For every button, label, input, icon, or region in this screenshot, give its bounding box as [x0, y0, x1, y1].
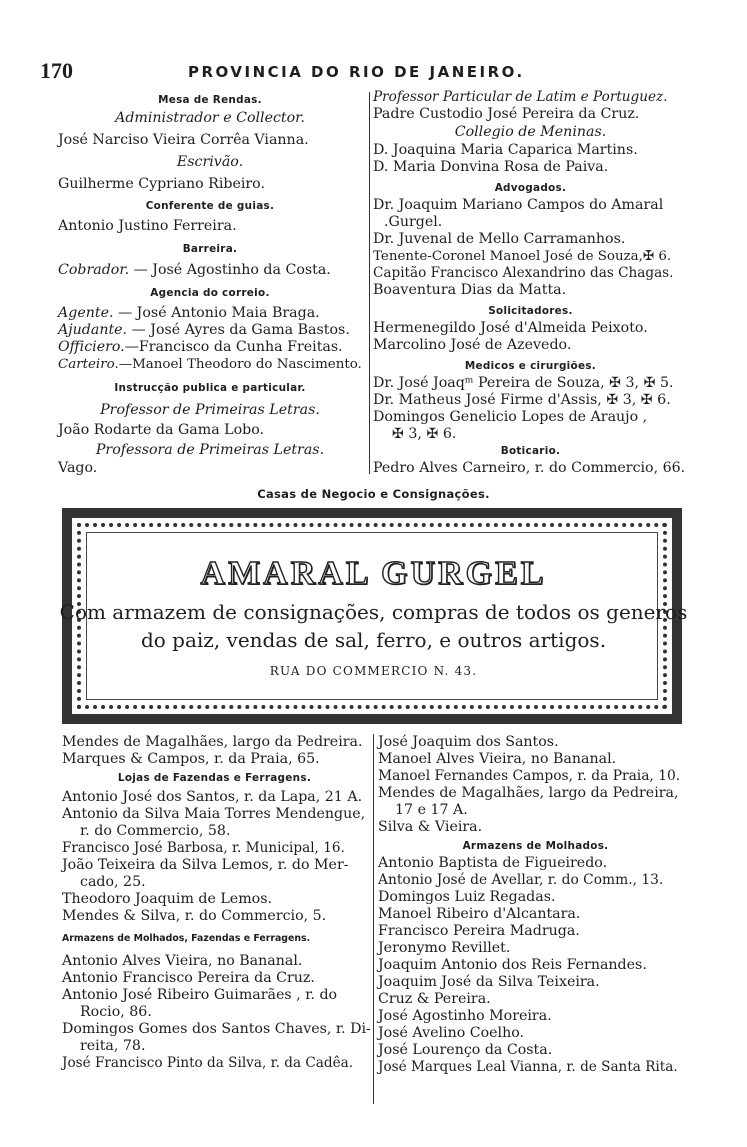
entry: Agente. — José Antonio Maia Braga. [58, 305, 320, 321]
role-heading: Professora de Primeiras Letras. [95, 442, 325, 458]
entry: r. do Commercio, 58. [80, 823, 231, 839]
entry: Capitão Francisco Alexandrino das Chagas. [373, 265, 674, 281]
entry: Vago. [58, 460, 98, 476]
entry: Manoel Ribeiro d'Alcantara. [378, 906, 581, 922]
entry: Dr. Matheus José Firme d'Assis, ✠ 3, ✠ 6. [373, 392, 671, 408]
column-divider [369, 92, 370, 474]
entry: José Avelino Coelho. [378, 1025, 525, 1041]
entry: Ajudante. — José Ayres da Gama Bastos. [58, 322, 350, 338]
section-heading: Mesa de Rendas. [158, 94, 262, 106]
role-heading: Escrivão. [176, 154, 244, 170]
section-heading: Solicitadores. [488, 305, 573, 317]
section-heading: Medicos e cirurgiões. [464, 360, 597, 372]
entry: Padre Custodio José Pereira da Cruz. [373, 106, 640, 122]
entry: Antonio da Silva Maia Torres Mendengue, [62, 806, 366, 822]
role-heading: Professor de Primeiras Letras. [100, 402, 320, 418]
entry: Antonio Alves Vieira, no Bananal. [62, 953, 303, 969]
entry: cado, 25. [80, 874, 146, 890]
entry: José Narciso Vieira Corrêa Vianna. [58, 132, 309, 148]
entry: Pedro Alves Carneiro, r. do Commercio, 66. [373, 460, 686, 476]
entry: Manoel Alves Vieira, no Bananal. [378, 751, 617, 767]
page-title: PROVINCIA DO RIO DE JANEIRO. [188, 63, 525, 81]
section-heading: Armazens de Molhados, Fazendas e Ferragens. [62, 933, 311, 944]
entry: Boaventura Dias da Matta. [373, 282, 567, 298]
entry: Manoel Fernandes Campos, r. da Praia, 10. [378, 768, 681, 784]
section-heading: Boticario. [500, 445, 561, 457]
entry: João Rodarte da Gama Lobo. [58, 422, 265, 438]
entry: Domingos Gomes dos Santos Chaves, r. Di- [62, 1021, 371, 1037]
advert-address: RUA DO COMMERCIO N. 43. [269, 664, 478, 678]
section-heading: Instrucção publica e particular. [114, 382, 306, 394]
entry: Antonio Justino Ferreira. [58, 218, 237, 234]
advert-name: AMARAL GURGEL [200, 555, 547, 592]
casas-heading: Casas de Negocio e Consignações. [257, 487, 490, 501]
role-heading: Collegio de Meninas. [454, 124, 607, 140]
entry: Guilherme Cypriano Ribeiro. [58, 176, 265, 192]
entry: Mendes & Silva, r. do Commercio, 5. [62, 908, 327, 924]
entry: Cruz & Pereira. [378, 991, 491, 1007]
column-divider [373, 734, 374, 1104]
page-number: 170 [40, 58, 73, 83]
entry: .Gurgel. [384, 214, 443, 230]
role-heading: Professor Particular de Latim e Portuguez. [373, 89, 668, 105]
entry: Cobrador. — José Agostinho da Costa. [58, 262, 331, 278]
entry: Silva & Vieira. [378, 819, 483, 835]
entry: José Francisco Pinto da Silva, r. da Cadêa. [62, 1055, 354, 1071]
entry: Dr. Joaquim Mariano Campos do Amaral [373, 197, 664, 213]
entry: Antonio José de Avellar, r. do Comm., 13. [378, 872, 664, 888]
entry: Mendes de Magalhães, largo da Pedreira, [378, 785, 679, 801]
entry: ✠ 3, ✠ 6. [392, 426, 457, 442]
entry: Francisco José Barbosa, r. Municipal, 16. [62, 840, 345, 856]
entry: Antonio José Ribeiro Guimarães , r. do [62, 987, 338, 1003]
entry: Theodoro Joaquim de Lemos. [62, 891, 272, 907]
entry: Francisco Pereira Madruga. [378, 923, 580, 939]
advert-line: do paiz, vendas de sal, ferro, e outros artigos. [140, 628, 607, 652]
entry: Officiero.—Francisco da Cunha Freitas. [58, 339, 343, 355]
entry: Tenente-Coronel Manoel José de Souza,✠ 6. [373, 249, 672, 264]
entry: Mendes de Magalhães, largo da Pedreira. [62, 734, 363, 750]
section-heading: Agencia do correio. [150, 287, 270, 299]
entry: D. Maria Donvina Rosa de Paiva. [373, 159, 609, 175]
entry: 17 e 17 A. [395, 802, 468, 818]
entry: José Agostinho Moreira. [378, 1008, 552, 1024]
section-heading: Armazens de Molhados. [462, 840, 609, 852]
entry: José Joaquim dos Santos. [378, 734, 559, 750]
entry: Rocio, 86. [80, 1004, 152, 1020]
entry: José Lourenço da Costa. [378, 1042, 553, 1058]
entry: Antonio Francisco Pereira da Cruz. [62, 970, 315, 986]
entry: Dr. Juvenal de Mello Carramanhos. [373, 231, 626, 247]
entry: Jeronymo Revillet. [378, 940, 511, 956]
section-heading: Conferente de guias. [145, 200, 275, 212]
entry: Antonio José dos Santos, r. da Lapa, 21 A. [62, 789, 363, 805]
entry: Antonio Baptista de Figueiredo. [378, 855, 608, 871]
entry: D. Joaquina Maria Caparica Martins. [373, 142, 638, 158]
section-heading: Barreira. [182, 243, 238, 255]
entry: José Marques Leal Vianna, r. de Santa Rita. [378, 1059, 678, 1075]
entry: Joaquim José da Silva Teixeira. [378, 974, 600, 990]
section-heading: Advogados. [494, 182, 567, 194]
entry: João Teixeira da Silva Lemos, r. do Mer- [62, 857, 349, 873]
entry: Marcolino José de Azevedo. [373, 337, 572, 353]
advert-line: Com armazem de consignações, compras de todos os generos [59, 600, 688, 624]
entry: Domingos Genelicio Lopes de Araujo , [373, 409, 648, 425]
entry: reita, 78. [80, 1038, 146, 1054]
entry: Marques & Campos, r. da Praia, 65. [62, 751, 320, 767]
entry: Joaquim Antonio dos Reis Fernandes. [378, 957, 647, 973]
entry: Domingos Luiz Regadas. [378, 889, 556, 905]
entry: Carteiro.—Manoel Theodoro do Nascimento. [58, 357, 362, 372]
role-heading: Administrador e Collector. [115, 110, 305, 126]
entry: Hermenegildo José d'Almeida Peixoto. [373, 320, 648, 336]
section-heading: Lojas de Fazendas e Ferragens. [117, 772, 312, 784]
entry: Dr. José Joaqᵐ Pereira de Souza, ✠ 3, ✠ 5. [373, 375, 674, 391]
